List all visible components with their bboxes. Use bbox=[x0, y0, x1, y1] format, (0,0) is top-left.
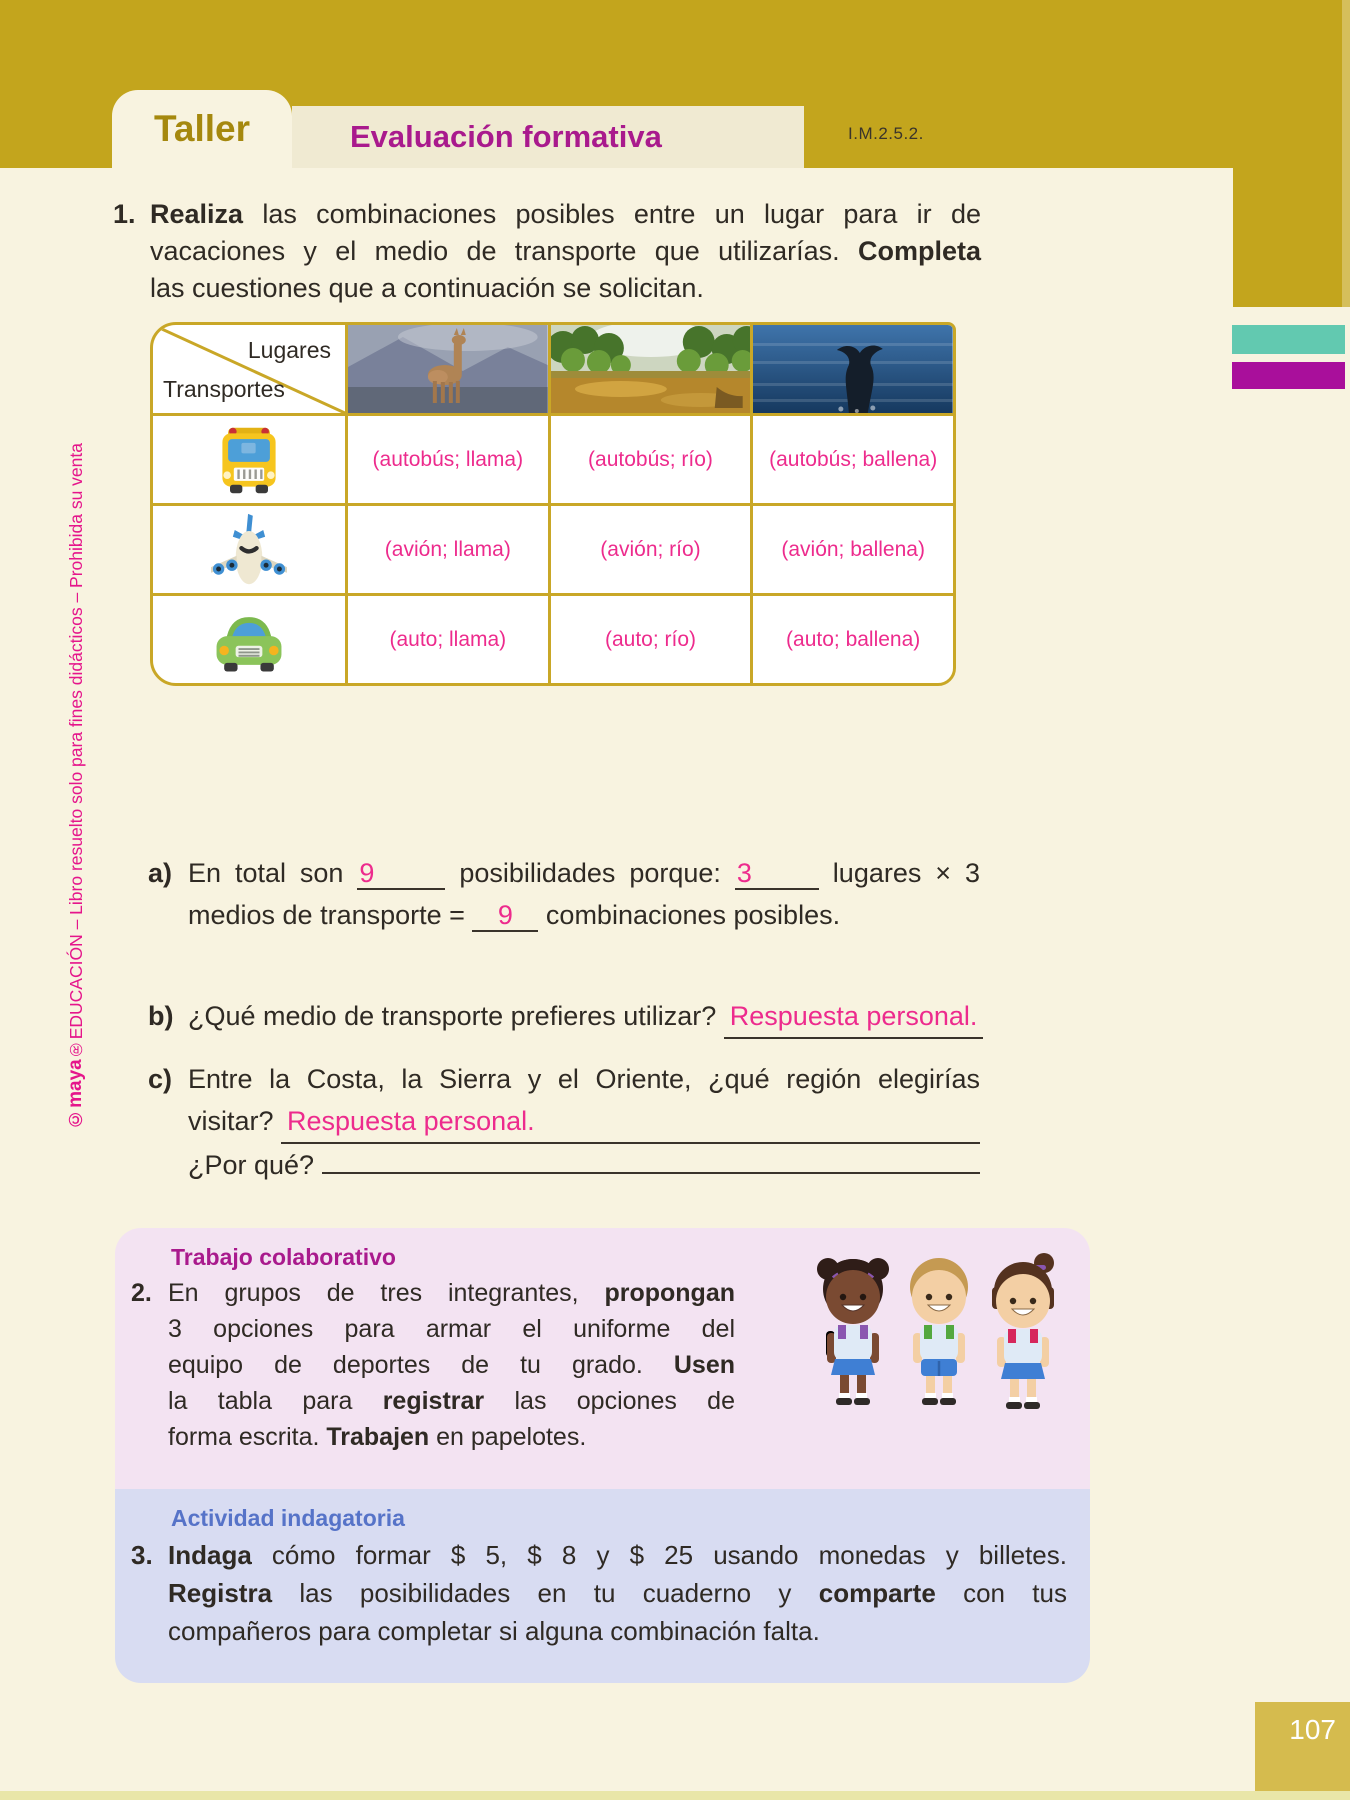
curriculum-code: I.M.2.5.2. bbox=[848, 124, 924, 143]
right-gold-block bbox=[1233, 0, 1350, 307]
bottom-strip bbox=[0, 1791, 1350, 1800]
table-cell: (autobús; llama) bbox=[348, 416, 548, 503]
exercise-3-number: 3. bbox=[131, 1540, 153, 1570]
collaborative-work-label: Trabajo colaborativo bbox=[171, 1244, 396, 1270]
table-cell: (avión; río) bbox=[551, 506, 751, 593]
exercise-1 bbox=[113, 196, 981, 307]
table-cell: (auto; río) bbox=[551, 596, 751, 683]
exercise-2 bbox=[115, 1275, 735, 1455]
table-cell: (autobús; ballena) bbox=[753, 416, 953, 503]
question-c bbox=[148, 1058, 980, 1186]
table-cell: (avión; llama) bbox=[348, 506, 548, 593]
girl-2-icon bbox=[992, 1253, 1054, 1409]
copyright-text: ©maya®EDUCACIÓN – Libro resuelto solo para fines didácticos – Prohibida su venta bbox=[65, 443, 86, 1129]
question-c-letter: c) bbox=[148, 1064, 173, 1094]
children-illustration bbox=[814, 1248, 1064, 1468]
teal-accent-bar bbox=[1232, 325, 1345, 354]
publisher-logo: ©maya bbox=[65, 1059, 86, 1129]
question-a-letter: a) bbox=[148, 858, 173, 888]
table-corner-cell bbox=[153, 325, 345, 413]
question-a-text: En total son 9 posibilidades porque: 3 lugares × 3 medios de transporte = 9 combinaciones posibles. bbox=[188, 852, 980, 936]
table-cell: (auto; ballena) bbox=[753, 596, 953, 683]
tab-taller: Taller bbox=[112, 90, 292, 168]
bus-icon bbox=[153, 416, 345, 503]
question-b-text: ¿Qué medio de transporte prefieres utilizar? Respuesta personal. bbox=[188, 995, 983, 1039]
question-c-text: Entre la Costa, la Sierra y el Oriente, ¿qué región elegirías visitar? Respuesta personal. ¿Por qué? bbox=[188, 1064, 980, 1180]
inquiry-activity-label: Actividad indagatoria bbox=[171, 1505, 405, 1531]
sierra-llama-photo bbox=[348, 325, 548, 413]
copyright-sidebar bbox=[54, 430, 98, 1142]
car-icon bbox=[153, 596, 345, 683]
page-edge-strip bbox=[1342, 0, 1350, 307]
table-cell: (autobús; río) bbox=[551, 416, 751, 503]
combinations-table bbox=[150, 322, 956, 686]
exercise-1-number: 1. bbox=[113, 199, 136, 229]
exercise-3-text: Indaga cómo formar $ 5, $ 8 y $ 25 usando monedas y billetes. Registra las posibilidades en tu cuaderno y comparte con tus compañeros para completar si alguna combinación falta. bbox=[168, 1540, 1067, 1646]
costa-whale-photo bbox=[753, 325, 953, 413]
exercise-3 bbox=[115, 1536, 1067, 1650]
question-a bbox=[148, 852, 980, 936]
boy-icon bbox=[910, 1258, 968, 1405]
magenta-accent-bar bbox=[1232, 362, 1345, 389]
exercise-1-text: Realiza las combinaciones posibles entre un lugar para ir de vacaciones y el medio de transporte que utilizarías. Completa las cuestiones que a continuación se solicitan. bbox=[150, 199, 981, 303]
page-number-block bbox=[1255, 1702, 1350, 1800]
collaborative-work-box bbox=[115, 1228, 1090, 1489]
question-b bbox=[148, 995, 980, 1039]
table-cell: (auto; llama) bbox=[348, 596, 548, 683]
question-b-letter: b) bbox=[148, 1001, 174, 1031]
inquiry-activity-box bbox=[115, 1489, 1090, 1683]
table-cell: (avión; ballena) bbox=[753, 506, 953, 593]
plane-icon bbox=[153, 506, 345, 593]
oriente-river-photo bbox=[551, 325, 751, 413]
girl-1-icon bbox=[817, 1258, 889, 1405]
eval-band: Evaluación formativa bbox=[292, 106, 804, 168]
corner-label-transportes: Transportes bbox=[163, 376, 285, 402]
page-number: 107 bbox=[1289, 1714, 1336, 1745]
exercise-2-text: En grupos de tres integrantes, propongan 3 opciones para armar el uniforme del equipo de deportes de tu grado. Usen la tabla para registrar las opciones de forma escrita. Trabajen en papelotes. bbox=[168, 1279, 735, 1451]
corner-label-lugares: Lugares bbox=[247, 337, 331, 363]
exercise-2-number: 2. bbox=[131, 1279, 152, 1307]
